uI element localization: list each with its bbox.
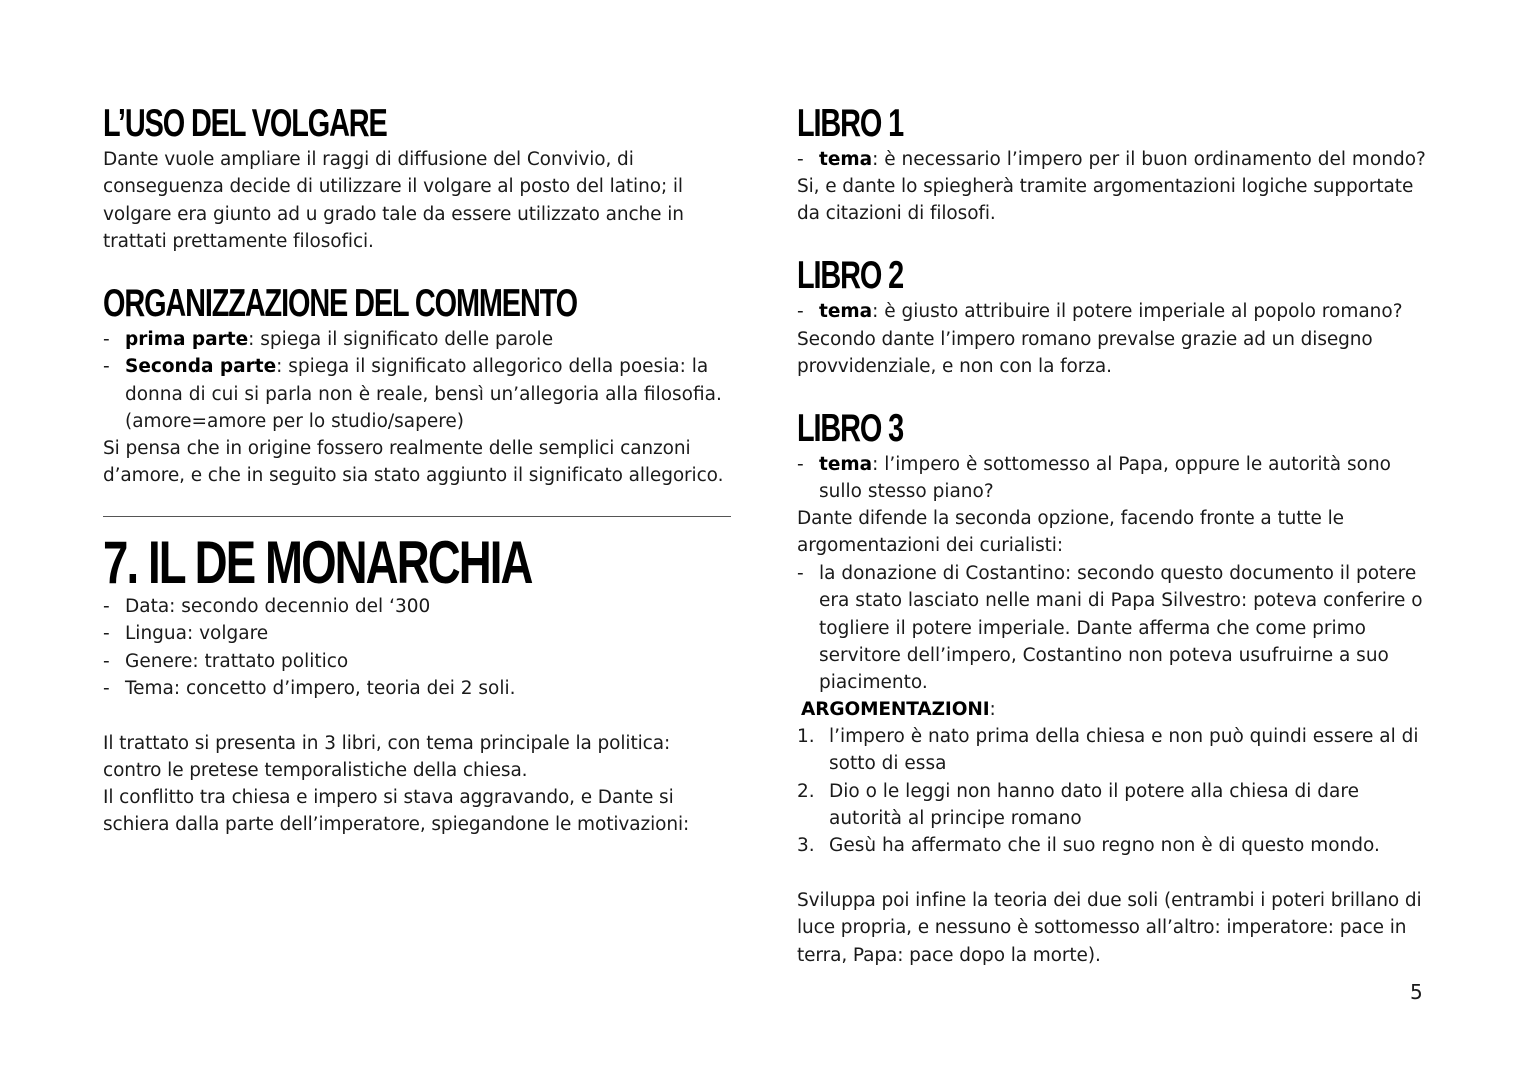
item-text: : spiega il significato delle parole xyxy=(248,329,554,350)
argomentazioni-label: ARGOMENTAZIONI xyxy=(801,699,990,720)
tema-text: : è necessario l’impero per il buon ordinamento del mondo? xyxy=(872,149,1426,170)
item-label: Seconda parte xyxy=(125,356,277,378)
libro1-tema xyxy=(797,146,1437,173)
list-item: - tema: è necessario l’impero per il buon ordinamento del mondo? xyxy=(797,149,1426,170)
item-number: 3. xyxy=(797,835,815,857)
paragraph-monarchia-2: Il conflitto tra chiesa e impero si stava aggravando, e Dante si schiera dalla parte dell’imperatore, spiegandone le motivazioni: xyxy=(103,787,690,836)
item-text: Dio o le leggi non hanno dato il potere alla chiesa di dare autorità al principe romano xyxy=(829,780,1359,829)
item-number: 1. xyxy=(797,726,815,747)
heading-libro-1: LIBRO 1 xyxy=(797,102,904,145)
heading-libro-2: LIBRO 2 xyxy=(797,254,904,297)
item-text: Genere: trattato politico xyxy=(125,650,349,672)
heading-de-monarchia: 7. IL DE MONARCHIA xyxy=(103,529,532,596)
item-text: Gesù ha affermato che il suo regno non è di questo mondo. xyxy=(829,835,1380,857)
item-text: l’impero è nato prima della chiesa e non può quindi essere al di sotto di essa xyxy=(829,726,1419,775)
item-label: prima parte xyxy=(125,329,249,350)
list-item: - tema: l’impero è sottomesso al Papa, oppure le autorità sono sullo stesso piano? xyxy=(797,454,1392,503)
list-item xyxy=(797,778,1437,833)
list-item: - Data: secondo decennio del ‘300 xyxy=(103,596,431,617)
argomentazioni-heading xyxy=(797,696,1437,723)
argomentazioni-list xyxy=(797,723,1437,859)
organizzazione-list xyxy=(103,326,733,435)
paragraph-organizzazione-after: Si pensa che in origine fossero realmente delle semplici canzoni d’amore, e che in seguito sia stato aggiunto il significato allegorico. xyxy=(103,438,724,487)
paragraph-conclusione: Sviluppa poi infine la teoria dei due soli (entrambi i poteri brillano di luce propria, e nessuno è sottomesso all’altro: imperatore: pace in terra, Papa: pace dopo la morte). xyxy=(797,890,1422,966)
item-text: Tema: concetto d’impero, teoria dei 2 soli. xyxy=(125,677,516,699)
tema-text: : è giusto attribuire il potere imperiale al popolo romano? xyxy=(872,301,1403,322)
paragraph-volgare: Dante vuole ampliare il raggi di diffusione del Convivio, di conseguenza decide di utilizzare il volgare al posto del latino; il volgare era giunto ad u grado tale da essere utilizzato anche in trattati prettamente filosofici. xyxy=(103,149,684,252)
libro3-tema xyxy=(797,451,1437,506)
libro2-tema xyxy=(797,298,1437,325)
heading-organizzazione-del-commento: ORGANIZZAZIONE DEL COMMENTO xyxy=(103,282,578,325)
item-number: 2. xyxy=(797,780,815,802)
monarchia-info-list xyxy=(103,593,733,702)
item-text: la donazione di Costantino: secondo questo documento il potere era stato lasciato nelle mani di Papa Silvestro: poteva conferire o togliere il potere imperiale. Dante afferma che come primo servitore dell’impero, Costantino non poteva usufruirne a suo piacimento. xyxy=(819,563,1423,694)
list-item: - prima parte: spiega il significato delle parole xyxy=(103,329,554,350)
tema-label: tema xyxy=(819,454,873,475)
section-divider xyxy=(103,516,731,517)
list-item: - Lingua: volgare xyxy=(103,623,269,645)
tema-label: tema xyxy=(819,149,873,170)
libro3-donazione-list xyxy=(797,560,1437,696)
item-text: : spiega il significato allegorico della poesia: la donna di cui si parla non è reale, bensì un’allegoria alla filosofia. (amore=amore per lo studio/sapere) xyxy=(125,356,722,432)
tema-text: : l’impero è sottomesso al Papa, oppure le autorità sono sullo stesso piano? xyxy=(819,454,1392,503)
argomentazioni-colon: : xyxy=(989,699,996,720)
list-item: - Genere: trattato politico xyxy=(103,650,349,672)
list-item: - Seconda parte: spiega il significato allegorico della poesia: la donna di cui si parla non è reale, bensì un’allegoria alla filosofia. (amore=amore per lo studio/sapere) xyxy=(103,356,722,432)
paragraph-libro3: Dante difende la seconda opzione, facendo fronte a tutte le argomentazioni dei curialisti: xyxy=(797,508,1344,557)
list-item: - tema: è giusto attribuire il potere imperiale al popolo romano? xyxy=(797,301,1403,322)
paragraph-libro1: Si, e dante lo spiegherà tramite argomentazioni logiche supportate da citazioni di filosofi. xyxy=(797,176,1414,225)
tema-label: tema xyxy=(819,301,873,322)
list-item xyxy=(797,723,1437,778)
heading-libro-3: LIBRO 3 xyxy=(797,407,904,450)
item-text: Lingua: volgare xyxy=(125,623,269,645)
page-number: 5 xyxy=(1410,980,1423,1004)
paragraph-monarchia-1: Il trattato si presenta in 3 libri, con tema principale la politica: contro le pretese temporalistiche della chiesa. xyxy=(103,733,671,782)
list-item xyxy=(797,832,1437,859)
heading-uso-del-volgare: L’USO DEL VOLGARE xyxy=(103,102,387,145)
paragraph-libro2: Secondo dante l’impero romano prevalse grazie ad un disegno provvidenziale, e non con la forza. xyxy=(797,329,1373,378)
item-text: Data: secondo decennio del ‘300 xyxy=(125,596,431,617)
list-item: - Tema: concetto d’impero, teoria dei 2 soli. xyxy=(103,677,516,699)
list-item: - la donazione di Costantino: secondo questo documento il potere era stato lasciato nelle mani di Papa Silvestro: poteva conferire o togliere il potere imperiale. Dante afferma che come primo servitore dell’impero, Costantino non poteva usufruirne a suo piacimento. xyxy=(797,563,1423,694)
